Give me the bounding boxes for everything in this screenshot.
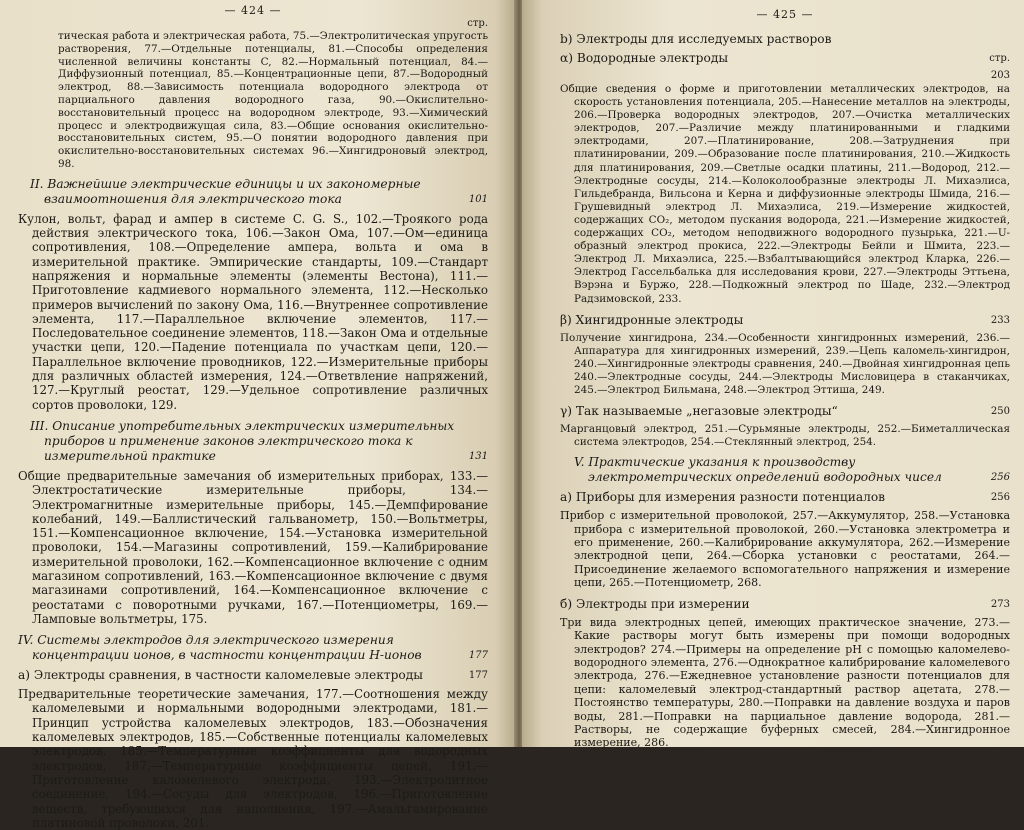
gamma-title: γ) Так называемые „негазовые электроды“ (560, 404, 838, 419)
beta-body: Получение хингидрона, 234.—Особенности хингидронных измерений, 236.—Аппаратура для хингидронных измерений, 239.—Цепь каломель-хингидрон, 240.—Хингидронные электроды сравнения, 240.—Двойная хингидронная цепь 240.—Электродные сосуды, 244.—Электроды Мисловицера в стаканчиках, 245.—Электрод Бильмана, 248.—Электрод Эттиша, 249. (560, 331, 1010, 396)
section-iv-heading (18, 633, 488, 663)
section-ii-heading (18, 177, 488, 207)
section-iv-page: 177 (468, 650, 488, 662)
subsection-a2-page: 256 (990, 492, 1010, 504)
subsection-b2-page: 273 (990, 598, 1010, 610)
section-ii-title: II. Важнейшие электрические единицы и их закономерные взаимоотношения для электрического тока (30, 176, 421, 206)
subsection-a-page: 177 (468, 670, 488, 682)
intro-entry: тическая работа и электрическая работа, 75.—Электролитическая упругость растворения, 77.—Отдельные потенциалы, 81.—Способы определения численной величины константы C, 82.—Нормальный потенциал, 84.—Диффузионный потенциал, 85.—Концентрационные цепи, 87.—Водородный электрод, 88.—Зависимость потенциала водородного электрода от парциального давления водородного газа, 90.—Окислительно-восстановительный процесс на водородном электроде, 93.—Химический процесс и электродвижущая сила, 83.—Общие основания окислительно-восстановительных систем, 95.—О понятии водородного давления при окислительно-восстановительных системах 96.—Хингидроновый электрод, 98. (58, 30, 488, 170)
alpha-heading (560, 51, 1010, 66)
alpha-page-row (560, 68, 1010, 83)
subsection-a2-title: а) Приборы для измерения разности потенциалов (560, 490, 886, 505)
gamma-body: Марганцовый электрод, 251.—Сурьмяные электроды, 252.—Биметаллическая система электродов, 254.—Стеклянный электрод, 254. (560, 423, 1010, 448)
beta-title: β) Хингидронные электроды (560, 312, 744, 327)
gamma-page: 250 (990, 406, 1010, 418)
subsection-b-heading (560, 32, 1010, 47)
beta-heading (560, 313, 1010, 328)
subsection-a-title: а) Электроды сравнения, в частности каломелевые электроды (18, 668, 423, 683)
section-v-title: V. Практические указания к производству электрометрических определений водородных чисел (574, 455, 942, 485)
section-iii-heading (18, 419, 488, 464)
alpha-page: 203 (990, 70, 1010, 81)
section-iii-body: Общие предварительные замечания об измерительных приборах, 133.—Электростатические измерительные приборы, 134.—Электромагнитные измерительные приборы, 145.—Демпфирование колебаний, 149.—Баллистический гальванометр, 150.—Вольтметры, 151.—Компенсационное включение, 154.—Установка измерительной проволоки, 154.—Магазины сопротивлений, 159.—Калибрирование измерительной проволоки, 162.—Компенсационное включение с одним магазином сопротивлений, 163.—Компенсационное включение с двумя магазинами сопротивлений, 164.—Компенсационное включение с реостатами с поворотными ручками, 167.—Потенциометры, 169.—Ламповые вольтметры, 175. (18, 468, 488, 626)
section-ii-page: 101 (468, 193, 488, 205)
subsection-a2-body: Прибор с измерительной проволокой, 257.—Аккумулятор, 258.—Установка прибора с измерительной проволокой, 260.—Установка электрометра и его применение, 260.—Калибрирование аккумулятора, 262.—Измерение электродной цепи, 264.—Сборка установки с реостатами, 264.—Присоединение желаемого вспомогательного напряжения и измерение цепи, 265.—Потенциометр, 268. (560, 509, 1010, 590)
page-column-label-left: стр. (467, 18, 488, 29)
section-ii-body: Кулон, вольт, фарад и ампер в системе C. G. S., 102.—Троякого рода действия электрического тока, 106.—Закон Ома, 107.—Ом—единица сопротивления, 108.—Определение ампера, вольта и ома в измерительной практике. Эмпирические стандарты, 109.—Стандарт напряжения и нормальные элементы (элементы Вестона), 111.—Приготовление кадмиевого нормального элемента, 112.—Несколько примеров вычислений по закону Ома, 116.—Внутреннее сопротивление элемента, 117.—Параллельное включение элементов, 117.—Последовательное соединение элементов, 118.—Закон Ома и отдельные участки цепи, 120.—Падение потенциала по участкам цепи, 120.—Параллельное включение проводников, 122.—Измерительные приборы для различных областей измерения, 124.—Ответвление напряжений, 127.—Круглый реостат, 129.—Удельное сопротивление различных сортов проволоки, 129. (18, 211, 488, 412)
subsection-a-heading (18, 668, 488, 683)
subsection-b2-heading (560, 597, 1010, 612)
subsection-a-body: Предварительные теоретические замечания, 177.—Соотношения между каломелевыми и нормальными водородными электродами, 181.—Принцип устройства каломелевых электродов, 183.—Обозначения каломелевых электродов, 185.—Собственные потенциалы каломелевых электродов, 185.—Температурные коэффициенты для водородных электродов, 187.—Температурные коэффициенты цепей, 191.—Приготовление каломелевого электрода, 193.—Электролитное соединение, 194.—Сосуды для электродов, 196.—Приготовление веществ, требующихся для наполнения, 197.—Амальгамирование платиновой проволоки, 201. (18, 687, 488, 830)
section-v-page: 256 (990, 472, 1010, 484)
beta-page: 233 (990, 314, 1010, 326)
section-v-heading (560, 455, 1010, 485)
subsection-b-title: b) Электроды для исследуемых растворов (560, 32, 832, 46)
alpha-title: α) Водородные электроды (560, 51, 729, 65)
section-iv-title: IV. Системы электродов для электрического измерения концентрации ионов, в частности концентрации H-ионов (18, 633, 422, 663)
alpha-body: Общие сведения о форме и приготовлении металлических электродов, на скорость установления потенциала, 205.—Нанесение металлов на электроды, 206.—Проверка водородных электродов, 207.—Очистка металлических электродов, 207.—Различие между платинированными и гладкими электродами, 207.—Платинирование, 208.—Затруднения при платинировании, 209.—Образование после платинирования, 210.—Жидкость для платинирования, 209.—Светлые осадки платины, 211.—Водород, 212.—Электродные сосуды, 214.—Колоколообразные электроды Л. Михаэлиса, Гильдебранда, Вильсона и Керна и диффузионные электроды Шмида, 216.—Грушевидный электрод Л. Михаэлиса, 219.—Измерение жидкостей, содержащих CO₂, методом пускания водорода, 221.—Измерение жидкостей, содержащих CO₂, методом неподвижного водородного пузырька, 221.—U-образный электрод прокиса, 222.—Электроды Бейли и Шмита, 223.—Электрод Л. Михаэлиса, 225.—Взбалтывающийся электрод Кларка, 226.—Электрод Гассельбалька для исследования крови, 227.—Электроды Эттьена, Вэрэна и Буржо, 228.—Подкожный электрод по Шаде, 232.—Электрод Радзимовской, 233. (560, 83, 1010, 305)
subsection-b2-body: Три вида электродных цепей, имеющих практическое значение, 273.—Какие растворы могут быть измерены при помощи водородных электродов? 274.—Примеры на определение pH с помощью каломелево-водородного элемента, 276.—Однократное калибрирование каломелевого электрода, 276.—Ежедневное установление разности потенциалов для цепи: каломелевый электрод-стандартный раствор ацетата, 278.—Постоянство температуры, 280.—Поправки на давление воздуха и паров воды, 281.—Поправки на парциальное давление водорода, 281.—Растворы, не содержащие буферных смесей, 284.—Хингидронное измерение, 286. (560, 615, 1010, 750)
section-iii-title: III. Описание употребительных электрических измерительных приборов и применение законов электрического тока к измерительной практике (30, 418, 455, 463)
subsection-a2-heading (560, 490, 1010, 505)
page-number-left: — 424 — (224, 4, 282, 17)
subsection-b2-title: б) Электроды при измерении (560, 596, 750, 611)
page-column-label-right: стр. (989, 53, 1010, 64)
section-iii-page: 131 (468, 450, 488, 462)
page-number-right: — 425 — (756, 8, 814, 21)
right-page (522, 0, 1024, 750)
gamma-heading (560, 404, 1010, 419)
